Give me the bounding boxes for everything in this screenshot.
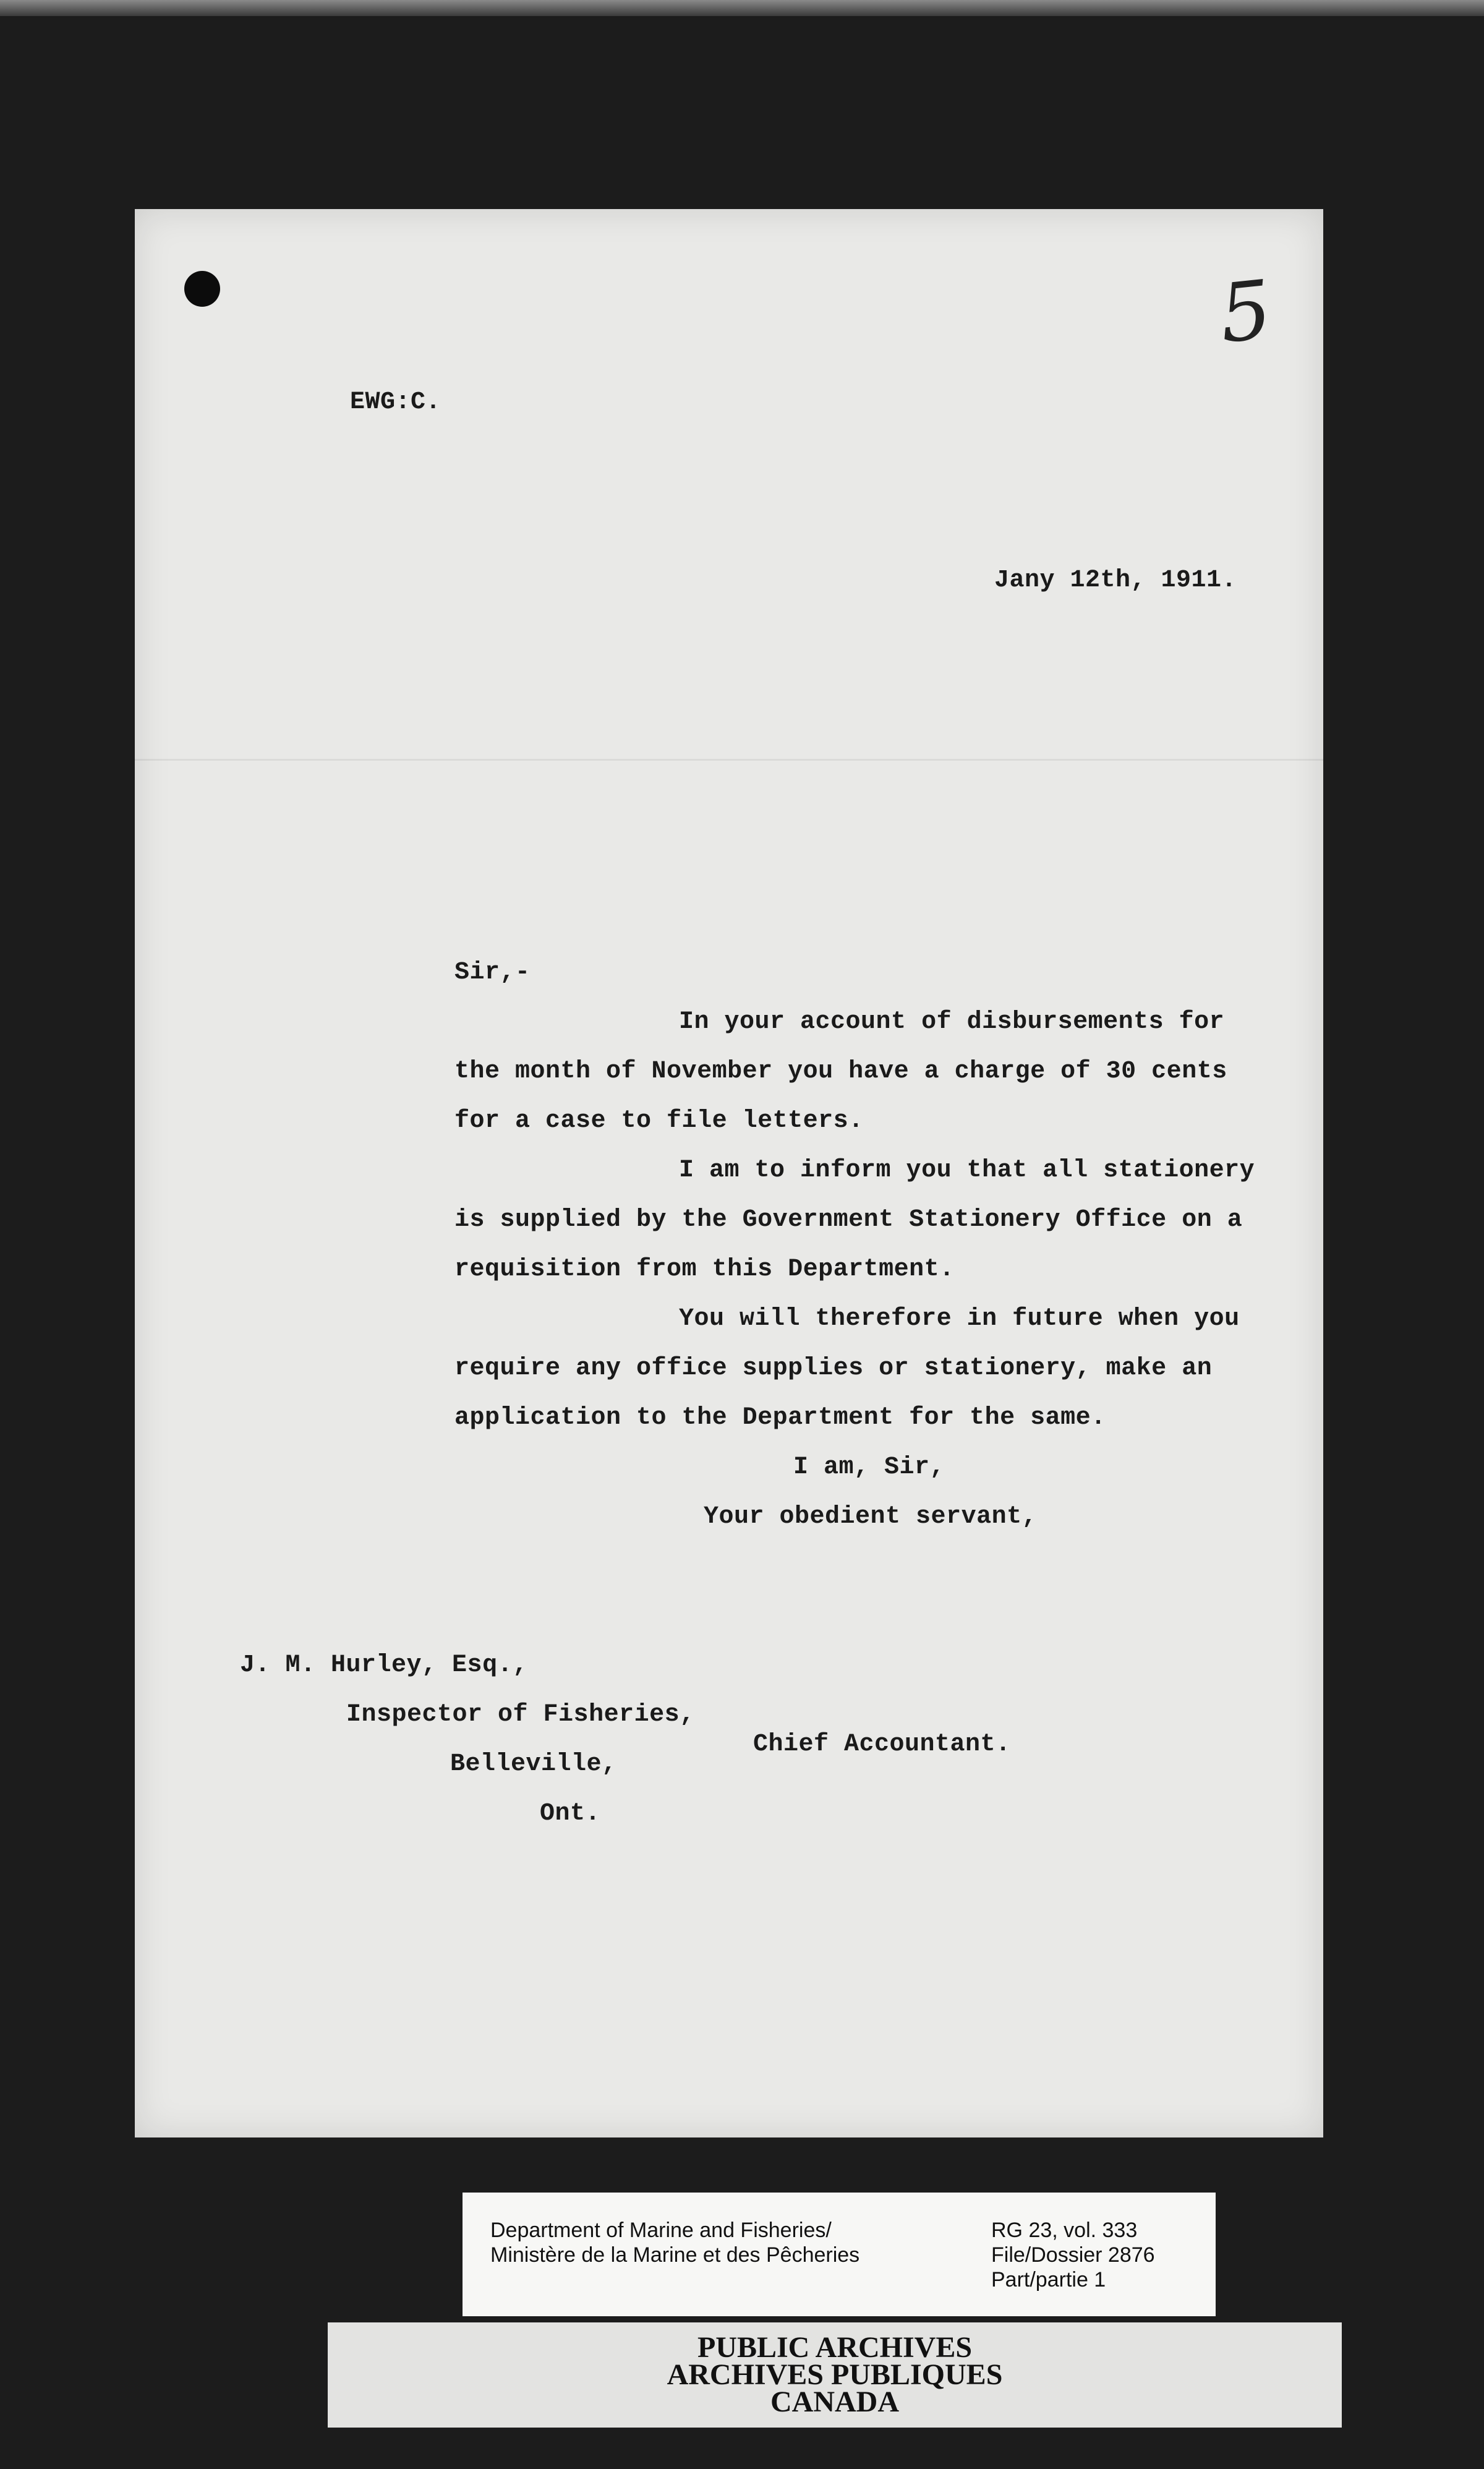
body-line: You will therefore in future when you (679, 1305, 1240, 1333)
handwritten-page-number: 5 (1215, 262, 1276, 361)
department-name-en: Department of Marine and Fisheries/ (490, 2219, 832, 2242)
file-number: File/Dossier 2876 (991, 2243, 1155, 2267)
body-line: In your account of disbursements for (679, 1008, 1225, 1036)
part-number: Part/partie 1 (991, 2268, 1106, 2291)
signature-title: Chief Accountant. (753, 1731, 1011, 1758)
scan-top-edge (0, 0, 1484, 16)
punch-hole (184, 271, 220, 307)
stamp-line-fr: ARCHIVES PUBLIQUES (667, 2358, 1003, 2391)
body-line: is supplied by the Government Stationery Office on a (454, 1206, 1243, 1234)
body-line: I am to inform you that all stationery (679, 1157, 1255, 1184)
fold-line (135, 759, 1323, 761)
recipient-province: Ont. (540, 1800, 601, 1828)
letter-page (135, 209, 1323, 2137)
recipient-title: Inspector of Fisheries, (346, 1701, 695, 1729)
body-line: requisition from this Department. (454, 1256, 955, 1283)
closing-line: Your obedient servant, (704, 1503, 1038, 1531)
reference-initials: EWG:C. (350, 388, 441, 416)
department-name-fr: Ministère de la Marine et des Pêcheries (490, 2243, 860, 2267)
record-group: RG 23, vol. 333 (991, 2219, 1138, 2242)
body-line: the month of November you have a charge of 30 cents (454, 1058, 1227, 1085)
archive-reference-label (463, 2193, 1216, 2316)
public-archives-stamp (328, 2322, 1342, 2428)
recipient-city: Belleville, (450, 1750, 617, 1778)
body-line: for a case to file letters. (454, 1107, 864, 1135)
stamp-line-en: PUBLIC ARCHIVES (697, 2331, 973, 2364)
salutation: Sir,- (454, 959, 531, 986)
recipient-name: J. M. Hurley, Esq., (240, 1651, 528, 1679)
body-line: application to the Department for the same. (454, 1404, 1106, 1432)
stamp-line-country: CANADA (770, 2386, 899, 2418)
closing-line: I am, Sir, (793, 1453, 945, 1481)
body-line: require any office supplies or stationery, make an (454, 1354, 1213, 1382)
letter-date: Jany 12th, 1911. (994, 567, 1237, 594)
